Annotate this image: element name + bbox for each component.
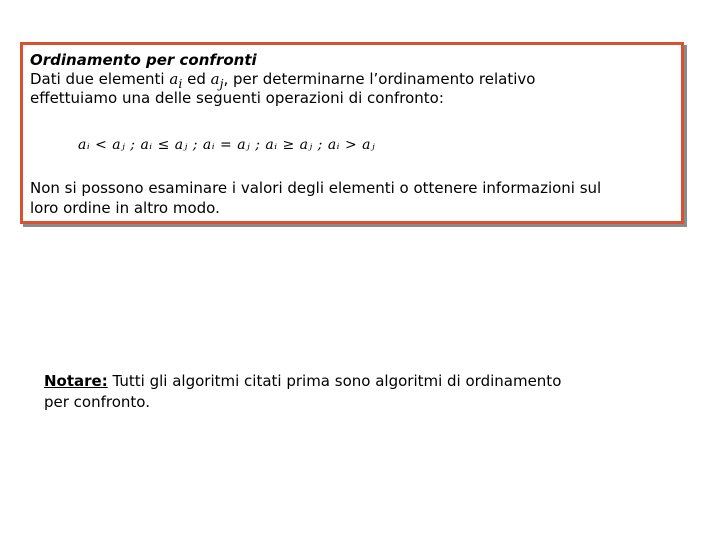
note-paragraph — [44, 371, 664, 413]
intro-text-start: Dati due elementi — [30, 70, 170, 88]
element-ai — [169, 70, 183, 91]
intro-text-end: , per determinarne l’ordinamento relativo — [223, 70, 536, 88]
intro-line-2: effettuiamo una delle seguenti operazioni di confronto: — [30, 89, 444, 107]
note-text-line-1: Tutti gli algoritmi citati prima sono algoritmi di ordinamento — [107, 372, 562, 390]
element-aj-letter: a — [210, 70, 220, 88]
definition-box — [20, 42, 684, 224]
comparison-operations: aᵢ < aⱼ ; aᵢ ≤ aⱼ ; aᵢ = aⱼ ; aᵢ ≥ aⱼ ; aᵢ > aⱼ — [78, 137, 376, 153]
intro-text-mid: ed — [182, 70, 211, 88]
outro-line-1: Non si possono esaminare i valori degli elementi o ottenere informazioni sul — [30, 179, 602, 197]
note-label: Notare: — [44, 372, 108, 390]
element-aj-subscript: j — [219, 76, 224, 91]
element-ai-letter: a — [169, 70, 179, 88]
section-title: Ordinamento per confronti — [30, 51, 257, 69]
element-aj — [210, 70, 224, 91]
outro-line-2: loro ordine in altro modo. — [30, 199, 220, 217]
element-ai-subscript: i — [178, 76, 183, 91]
note-text-line-2: per confronto. — [44, 393, 150, 411]
